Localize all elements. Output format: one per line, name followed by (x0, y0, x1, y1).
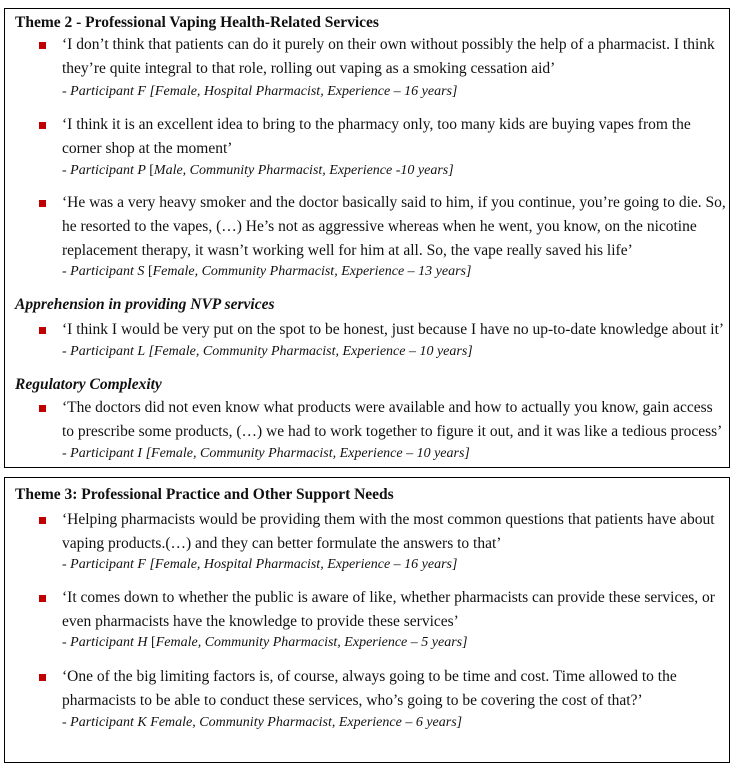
subsection-quote-regulatory: ‘The doctors did not even know what products were available and how to actually you know, gain access to prescribe some products, (…) we had to work together to figure it out, and it was like a tedious process’ (62, 399, 723, 440)
subsection-attribution-apprehension: - Participant L [Female, Community Pharmacist, Experience – 10 years] (62, 344, 473, 359)
theme-2-attribution-2 (62, 161, 726, 181)
theme-3-attribution-1: - Participant F [Female, Hospital Pharmacist, Experience – 16 years] (62, 557, 458, 572)
theme-2-attribution-1: - Participant F [Female, Hospital Pharmacist, Experience – 16 years] (62, 84, 458, 99)
bullet-icon (39, 327, 46, 334)
subsection-title-apprehension: Apprehension in providing NVP services (15, 296, 275, 313)
attribution-participant: - Participant S (62, 264, 148, 279)
attribution-details: Female, Community Pharmacist, Experience – 5 years] (155, 635, 468, 650)
theme-3-attribution-3: - Participant K Female, Community Pharmacist, Experience – 6 years] (62, 715, 463, 730)
attribution-bracket: [ (147, 264, 153, 279)
bullet-icon (39, 517, 46, 524)
theme-3-box (4, 477, 730, 763)
theme-3-quote-2: ‘It comes down to whether the public is aware of like, whether pharmacists can provide these services, or even pharmacists have the knowledge to provide these services’ (62, 589, 715, 630)
bullet-icon (39, 405, 46, 412)
theme-2-box (4, 8, 730, 468)
theme-2-quote-2: ‘I think it is an excellent idea to bring to the pharmacy only, too many kids are buying vapes from the corner shop at the moment’ (62, 116, 691, 157)
theme-2-quote-1: ‘I don’t think that patients can do it purely on their own without possibly the help of a pharmacist. I think they’re quite integral to that role, rolling out vaping as a smoking cessation aid’ (62, 36, 715, 77)
attribution-bracket: [ (151, 635, 156, 650)
theme-3-title: Theme 3: Professional Practice and Other Support Needs (15, 486, 394, 503)
bullet-icon (39, 595, 46, 602)
bullet-icon (39, 200, 46, 207)
theme-2-quote-3: ‘He was a very heavy smoker and the doctor basically said to him, if you continue, you’re going to die. So, he resorted to the vapes, (…) He’s not as aggressive whereas when he went, you know, on the nicotine replacement therapy, it wasn’t working well for him at all. So, the vape really saved his life’ (62, 194, 726, 259)
attribution-participant: - Participant H (62, 635, 152, 650)
theme-3-attribution-2 (62, 633, 726, 653)
theme-3-quote-1: ‘Helping pharmacists would be providing them with the most common questions that patients have about vaping products.(…) and they can better formulate the answers to that’ (62, 511, 715, 552)
attribution-participant: - Participant P (62, 163, 150, 178)
theme-2-title: Theme 2 - Professional Vaping Health-Related Services (15, 14, 379, 31)
subsection-attribution-regulatory: - Participant I [Female, Community Pharmacist, Experience – 10 years] (62, 446, 470, 461)
theme-2-attribution-3 (62, 262, 726, 282)
bullet-icon (39, 674, 46, 681)
subsection-quote-apprehension: ‘I think I would be very put on the spot to be honest, just because I have no up-to-date knowledge about it’ (62, 321, 725, 338)
attribution-details: Male, Community Pharmacist, Experience -10 years] (153, 163, 454, 178)
attribution-details: Female, Community Pharmacist, Experience – 13 years] (152, 264, 472, 279)
bullet-icon (39, 42, 46, 49)
bullet-icon (39, 122, 46, 129)
theme-3-quote-3: ‘One of the big limiting factors is, of course, always going to be time and cost. Time allowed to the pharmacists to be able to conduct these services, who’s going to be covering the cost of that?’ (62, 668, 677, 709)
attribution-bracket: [ (149, 163, 154, 178)
subsection-title-regulatory: Regulatory Complexity (15, 376, 162, 393)
